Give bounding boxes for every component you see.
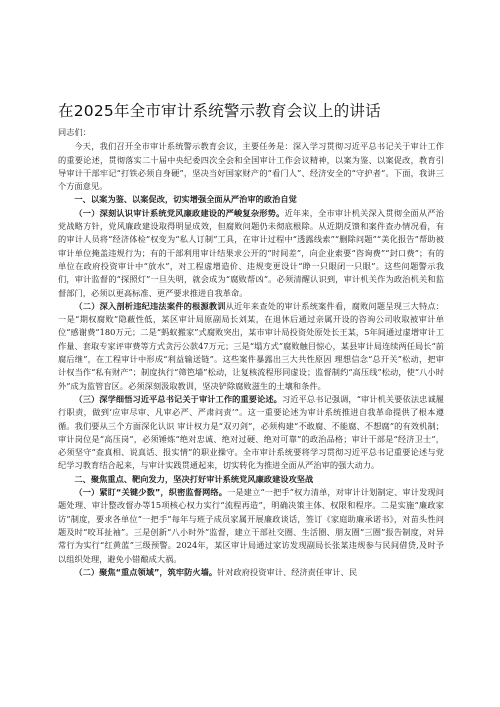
section-2-heading: 二、聚焦重点、靶向发力，坚决打好审计系统党风廉政建设攻坚战 [74, 473, 314, 484]
section-1-subheading-3: （三）深学细悟习近平总书记关于审计工作的重要论述。 [74, 393, 282, 404]
salutation: 同志们： [58, 127, 91, 137]
section-1-subheading-2: （二）深入剖析违纪违法案件的根源教训 [74, 300, 226, 311]
page-title: 在2025年全市审计系统警示教育会议上的讲话 [58, 102, 381, 120]
section-2-paragraph-1 [58, 486, 444, 566]
section-1-paragraph-3 [58, 393, 444, 473]
intro-paragraph: 今天，我们召开全市审计系统警示教育会议，主要任务是：深入学习贯彻习近平总书记关于审计工作的重要论述，贯彻落实二十届中央纪委四次全会和全国审计工作会议精神，以案为鉴、以案促改，教育引导审计干部牢记“打铁必须自身硬”，坚决当好国家财产的“看门人”、经济安全的“守护者”。下面，我讲三个方面意见。 [58, 141, 444, 192]
section-1-paragraph-1 [58, 207, 444, 300]
section-1-heading: 一、以案为鉴、以案促改，切实增强全面从严治审的政治自觉 [74, 194, 297, 205]
section-1-paragraph-3-text: 习近平总书记强调，“审计机关要依法忠诚履行职责，做到‘应审尽审、凡审必严、严肃问责’”。这一重要论述为审计系统推进自我革命提供了根本遵循。我们要从三个方面深化认识 审计权力是“双刃剑”，必须构建“不敢腐、不能腐、不想腐”的有效机制；审计岗位是“高压岗”，必须锤炼“绝对忠诚、绝对过硬、绝对可靠”的政治品格；审计干部是“经济卫士”，必须坚守“查真相、说真话、报实情”的职业操守。全市审计系统要将学习贯彻习近平总书记重要论述与党纪学习教育结合起来，与审计实践贯通起来，切实转化为推进全面从严治审的强大动力。 [58, 393, 444, 471]
section-1-paragraph-2-text: 从近年来查处的审计系统案件看，腐败问题呈现三大特点：一是“期权腐败”隐蔽性低，某区审计局原副局长刘某，在退休后通过亲属开设的咨询公司收取被审计单位“感谢费”180万元；二是“蚂蚁搬家”式腐败突出，某市审计局投资处原处长王某，5年间通过虚增审计工作量、套取专家评审费等方式贪污公款47万元；三是“塌方式”腐败触目惊心，某县审计局连续两任局长“前腐后继”，在工程审计中形成“利益输送链”。这些案件暴露出三大共性原因 理想信念“总开关”松动，把审计权当作“私有财产”；制度执行“筛笆墙”松动，让复核流程形同虚设；监督制约“高压线”松动，使“八小时外”成为监管盲区。必须深刻汲取教训，坚决铲除腐败滋生的土壤和条件。 [58, 300, 444, 391]
section-1-paragraph-1-text: 近年来，全市审计机关深入贯彻全面从严治党战略方针，党风廉政建设取得明显成效，但腐败问题仍未彻底根除。从近期反馈和案件查办情况看，有的审计人员将“经济体检”权变为“私人订制”工具，在审计过程中“透露线索”“删除问题”“美化报告”帮助被审计单位掩盖违规行为；有的干部利用审计结果求公开的“时间差”，向企业索要“咨询费”“封口费”；有的单位在政府投资审计中“放水”，对工程虚增造价、违规变更设计“睁一只眼闭一只眼”。这些问题警示我们，审计监督的“探照灯”一旦失明，就会成为“腐败帮凶”。必须清醒认识到，审计机关作为政治机关和监督部门，必须以更高标准、更严要求推进自我革命。 [58, 207, 444, 298]
section-1-subheading-1: （一）深刻认识审计系统党风廉政建设的严峻复杂形势。 [74, 207, 285, 218]
section-2-paragraph-2-text: 针对政府投资审计、经济责任审计、民 [217, 566, 358, 577]
section-2-subheading-2: （二）聚焦“重点领域”，筑牢防火墙。 [74, 566, 218, 577]
section-2-subheading-1: （一）紧盯“关键少数”，织密监督网络。 [74, 487, 228, 498]
section-2-paragraph-1-text: 一是建立“一把手”权力清单，对审计计划制定、审计发现问题处理、审计整改督办等15项核心权力实行“流程再造”，明确决策主体、权限和程序。二是实施“廉政家访”制度，要求各单位“一把手”每年与班子成员家属开展廉政谈话，签订《家庭助廉承诺书》，对苗头性问题及时“咬耳扯袖”。三是创新“八小时外”监督，建立干部社交圈、生活圈、朋友圈“三圈”报告制度，对异常行为实行“红黄蓝”三级预警。2024年，某区审计局通过家访发现副局长张某违规参与民间借贷,及时予以组织处理，避免小错酿成大祸。 [58, 487, 444, 564]
section-1-paragraph-2 [58, 300, 444, 393]
section-2-paragraph-2 [58, 566, 444, 579]
document-body [58, 126, 444, 579]
